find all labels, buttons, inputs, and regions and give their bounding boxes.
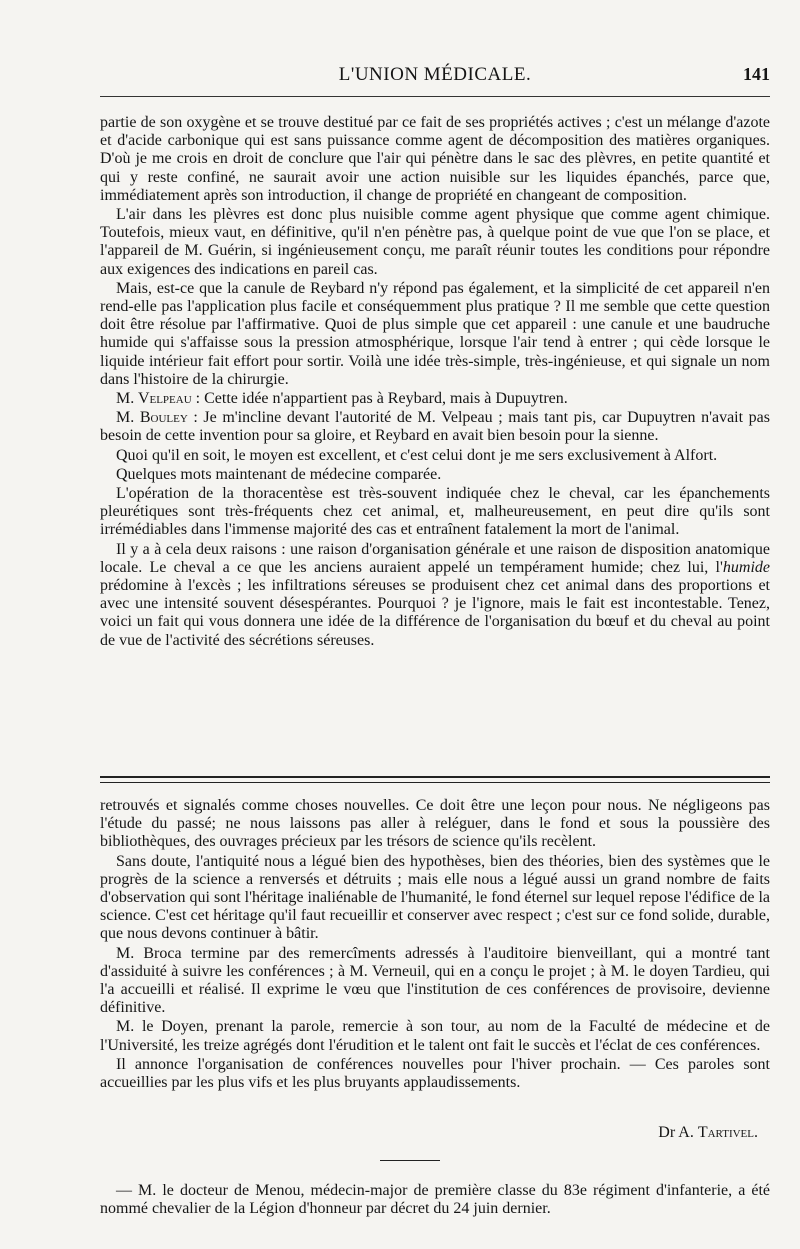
header-rule: [100, 96, 770, 97]
velpeau-remark: [100, 390, 770, 408]
speaker-name: M. Bouley: [116, 409, 188, 427]
speaker-name: M. Velpeau: [116, 390, 192, 408]
remark-text: : Cette idée n'appartient pas à Reybard, mais à Dupuytren.: [191, 390, 568, 408]
upper-column: [100, 114, 770, 651]
remark-text: : Je m'incline devant l'autorité de M. Velpeau ; mais tant pis, car Dupuytren n'avait pas besoin de cette invention pour sa gloire, et Reybard en avait bien besoin pour la sienne.: [100, 409, 771, 445]
page-number: 141: [743, 64, 770, 84]
paragraph: Sans doute, l'antiquité nous a légué bien des hypothèses, bien des théories, bien des systèmes que le progrès de la science a renversés et détruits ; mais elle nous a légué aussi un grand nombre de faits d'observation qui sont l'héritage inaliénable de l'humanité, le fond éternel sur lequel repose l'édifice de la science. C'est cet héritage qu'il faut recueillir et conserver avec respect ; c'est sur ce fond solide, durable, que nous devons continuer à bâtir.: [100, 852, 770, 943]
paragraph: M. Broca termine par des remercîments adressés à l'auditoire bienveillant, qui a montré tant d'assiduité à suivre les conférences ; à M. Verneuil, qui en a conçu le projet ; à M. le doyen Tardieu, qui l'a accueilli et réalisé. Il exprime le vœu que l'institution de ces conférences de provisoire, devienne définitive.: [100, 944, 770, 1017]
text-run: Il y a à cela deux raisons : une raison d'organisation générale et une raison de disposition anatomique locale. Le cheval a ce que les anciens auraient appelé un tempérament humide; chez lui, l': [100, 540, 770, 576]
paragraph: L'opération de la thoracentèse est très-souvent indiquée chez le cheval, car les épanchements pleurétiques sont très-fréquents chez cet animal, et, malheureusement, en peut dire qu'ils sont irrémédiables dans l'immense majorité des cas et entraînent fatalement la mort de l'animal.: [100, 485, 770, 539]
paragraph: Quelques mots maintenant de médecine comparée.: [116, 465, 442, 483]
news-column: [100, 1182, 770, 1219]
running-title: L'UNION MÉDICALE.: [338, 64, 532, 85]
bouley-remark: [100, 409, 770, 445]
section-divider: [100, 776, 770, 783]
paragraph: L'air dans les plèvres est donc plus nuisible comme agent physique que comme agent chimique. Toutefois, mieux vaut, en définitive, qu'il n'en pénètre pas, à quelque point de vue que l'on se place, et l'appareil de M. Guérin, si ingénieusement conçu, me paraît réunir toutes les conditions pour répondre aux exigences des indications en pareil cas.: [100, 206, 770, 278]
signature-name: Tartivel.: [697, 1124, 758, 1141]
text-run: prédomine à l'excès ; les infiltrations séreuses se produisent chez cet animal dans des proportions et avec une intensité souvent désespérantes. Pourquoi ? je l'ignore, mais le fait est incontestable. Tenez, voici un fait qui vous donnera une idée de la différence de l'organisation du bœuf et du cheval au point de vue de l'activité des sécrétions séreuses.: [100, 577, 770, 649]
paragraph-raisons: [100, 541, 770, 650]
paragraph: Quoi qu'il en soit, le moyen est excellent, et c'est celui dont je me sers exclusivement à Alfort.: [116, 446, 718, 464]
author-signature: [658, 1124, 758, 1142]
paragraph: Il annonce l'organisation de conférences nouvelles pour l'hiver prochain. — Ces paroles sont accueillies par les plus vifs et les plus bruyants applaudissements.: [100, 1055, 770, 1092]
paragraph: M. le Doyen, prenant la parole, remercie à son tour, au nom de la Faculté de médecine et de l'Université, les treize agrégés dont l'érudition et le talent ont fait le succès et l'éclat de ces conférences.: [100, 1018, 770, 1054]
lower-column: [100, 797, 770, 1093]
news-notice: — M. le docteur de Menou, médecin-major de première classe du 83e régiment d'infanterie, a été nommé chevalier de la Légion d'honneur par décret du 24 juin dernier.: [100, 1182, 770, 1218]
signature-title: Dr A.: [658, 1124, 694, 1141]
page-header: [100, 64, 770, 96]
short-divider: [380, 1160, 440, 1161]
paragraph-continued: retrouvés et signalés comme choses nouvelles. Ce doit être une leçon pour nous. Ne négligeons pas l'étude du passé; ne nous laissons pas aller à reléguer, dans le fond et sous la poussière des bibliothèques, des ouvrages précieux par les trésors de science qu'ils recèlent.: [100, 797, 770, 851]
paragraph-continued: partie de son oxygène et se trouve destitué par ce fait de ses propriétés actives ; c'est un mélange d'azote et d'acide carbonique qui est sans puissance comme agent de décomposition des matières organiques. D'où je me crois en droit de conclure que l'air qui pénètre dans le sac des plèvres, en petite quantité et qui y reste confiné, ne saurait avoir une action nuisible sur les liquides épanchés, parce que, immédiatement après son introduction, il change de propriété en changeant de composition.: [100, 114, 770, 204]
italic-word: humide: [722, 558, 770, 576]
paragraph: Mais, est-ce que la canule de Reybard n'y répond pas également, et la simplicité de cet appareil n'en rend-elle pas l'application plus facile et conséquemment plus pratique ? Il me semble que cette question doit être résolue par l'affirmative. Quoi de plus simple que cet appareil : une canule et une baudruche humide qui s'affaisse sous la pression atmosphérique, lorsque l'air tend à entrer ; qui cède lorsque le liquide intérieur fait effort pour sortir. Voilà une idée très-simple, très-ingénieuse, et qui signale un nom dans l'histoire de la chirurgie.: [100, 279, 770, 388]
